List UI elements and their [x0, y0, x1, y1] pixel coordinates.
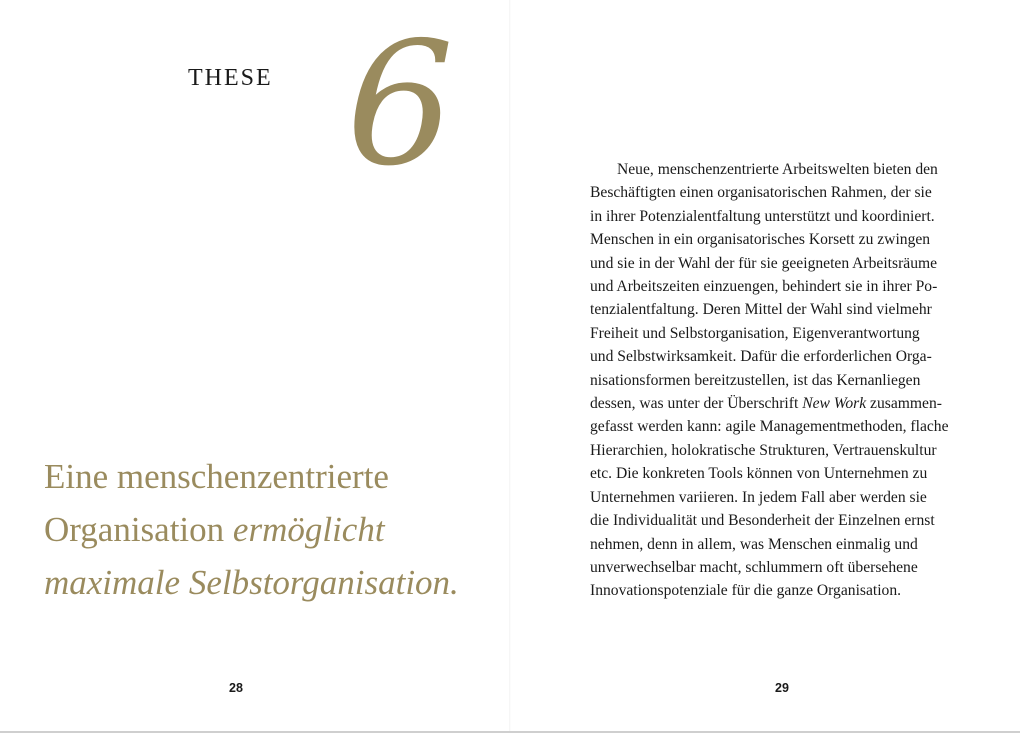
book-gutter — [509, 0, 511, 733]
new-work-term: New Work — [802, 395, 867, 413]
body-line: in ihrer Potenzialentfaltung unterstützt und koordiniert. — [590, 207, 935, 225]
body-line: und Selbstwirksamkeit. Dafür die erforderlichen Orga- — [590, 348, 932, 366]
body-line: und sie in der Wahl der für sie geeigneten Arbeitsräume — [590, 254, 938, 272]
headline-line-2 — [44, 503, 484, 556]
body-paragraph — [590, 158, 982, 603]
body-line: die Individualität und Besonderheit der Einzelnen ernst — [590, 512, 935, 530]
body-line: unverwechselbar macht, schlummern oft übersehene — [590, 558, 918, 576]
thesis-headline — [44, 450, 484, 609]
body-line: nisationsformen bereitzustellen, ist das Kernanliegen — [590, 371, 921, 389]
body-line: Neue, menschenzentrierte Arbeitswelten bieten den — [617, 161, 938, 178]
headline-line-3 — [44, 556, 484, 609]
body-line-new-work — [590, 392, 982, 415]
body-line-11-after: zusammen- — [866, 395, 942, 413]
these-number: 6 — [346, 6, 455, 204]
body-line-11-before: dessen, was unter der Überschrift — [590, 395, 803, 413]
body-line: Hierarchien, holokratische Strukturen, Vertrauenskultur — [590, 441, 937, 459]
body-line: Innovationspotenziale für die ganze Organisation. — [590, 582, 902, 600]
page-number-left: 28 — [229, 681, 243, 695]
body-line: Freiheit und Selbstorganisation, Eigenverantwortung — [590, 324, 920, 342]
body-line: Beschäftigten einen organisatorischen Rahmen, der sie — [590, 184, 932, 202]
page-number-right: 29 — [775, 681, 789, 695]
headline-line-2-regular: Organisation — [44, 510, 233, 549]
body-line: nehmen, denn in allem, was Menschen einmalig und — [590, 535, 918, 553]
body-line: etc. Die konkreten Tools können von Unternehmen zu — [590, 465, 928, 483]
these-label: THESE — [188, 65, 273, 91]
headline-line-3-italic: maximale Selbstorganisation. — [44, 563, 459, 602]
body-line: Menschen in ein organisatorisches Korsett zu zwingen — [590, 231, 931, 249]
body-line: Unternehmen variieren. In jedem Fall aber werden sie — [590, 488, 927, 506]
headline-line-1: Eine menschenzentrierte — [44, 457, 389, 496]
body-line: gefasst werden kann: agile Managementmethoden, flache — [590, 418, 949, 436]
body-line: tenzialentfaltung. Deren Mittel der Wahl sind vielmehr — [590, 301, 932, 319]
headline-line-2-italic: ermöglicht — [232, 510, 385, 549]
body-line: und Arbeitszeiten einzuengen, behindert sie in ihrer Po- — [590, 278, 938, 296]
